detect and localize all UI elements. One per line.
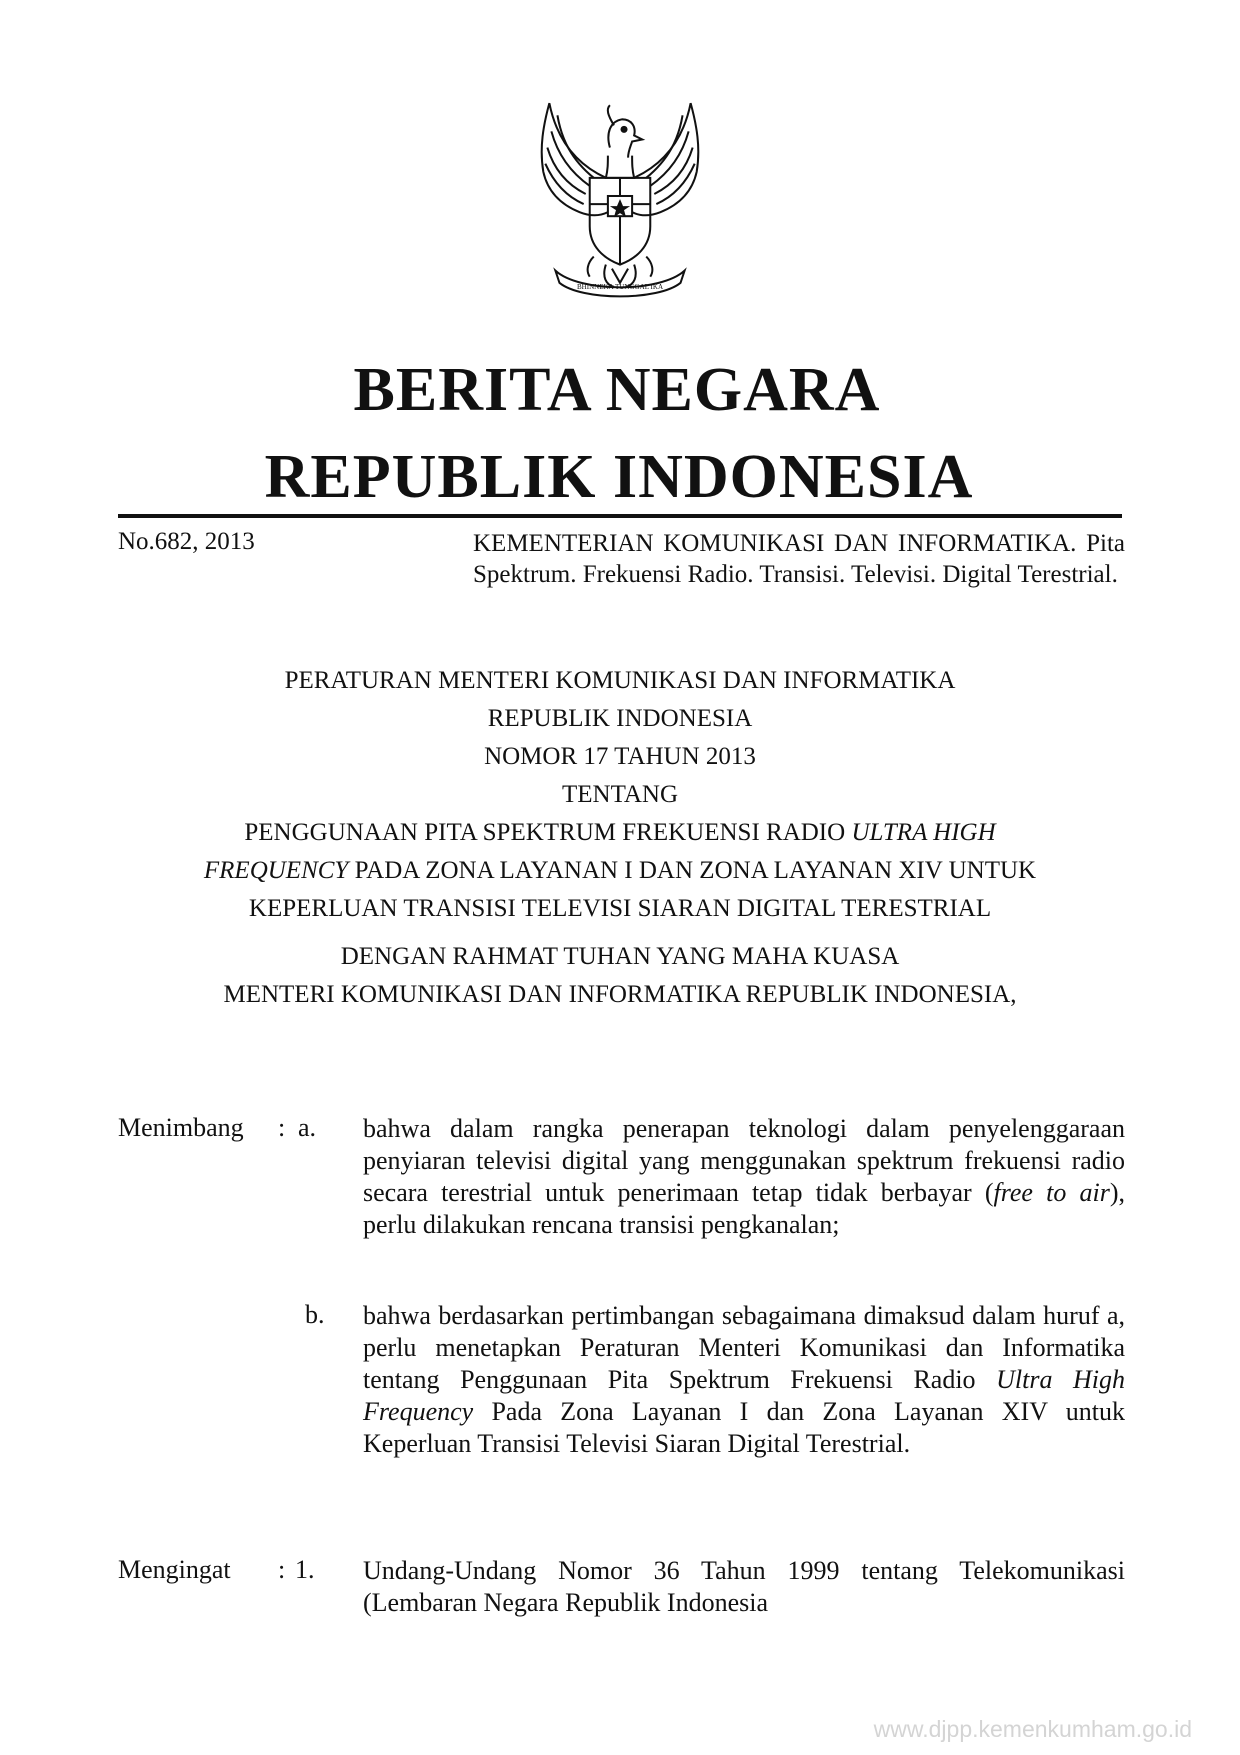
menimbang-marker-b: b. — [305, 1300, 325, 1329]
watermark: www.djpp.kemenkumham.go.id — [873, 1716, 1192, 1742]
item-text-italic: free to air — [993, 1178, 1110, 1207]
item-text: bahwa berdasarkan pertimbangan sebagaimana dimaksud dalam huruf a, perlu menetapkan Peraturan Menteri Komunikasi dan Informatika tentang Penggunaan Pita Spektrum Frekuensi Radio — [363, 1301, 1125, 1394]
regulation-line1: PERATURAN MENTERI KOMUNIKASI DAN INFORMATIKA — [284, 667, 956, 694]
item-text: Pada Zona Layanan I dan Zona Layanan XIV untuk Keperluan Transisi Televisi Siaran Digital Terestrial. — [363, 1397, 1125, 1458]
menimbang-item-b — [363, 1300, 1125, 1460]
regulation-title-line3: KEPERLUAN TRANSISI TELEVISI SIARAN DIGITAL TERESTRIAL — [248, 895, 992, 922]
item-text: ), perlu dilakukan rencana transisi pengkanalan; — [363, 1178, 1126, 1239]
mengingat-colon: : — [278, 1555, 286, 1584]
title-text: PADA ZONA LAYANAN I DAN ZONA LAYANAN XIV UNTUK — [348, 857, 1037, 884]
regulation-title-line1 — [0, 814, 1240, 852]
regulation-line4: TENTANG — [561, 781, 679, 808]
masthead-rule — [118, 514, 1122, 518]
mengingat-marker-1: 1. — [295, 1555, 315, 1584]
title-text: PENGGUNAAN PITA SPEKTRUM FREKUENSI RADIO — [244, 819, 852, 846]
regulation-menteri: MENTERI KOMUNIKASI DAN INFORMATIKA REPUBLIK INDONESIA, — [223, 981, 1017, 1008]
masthead-title-line1: BERITA NEGARA — [353, 356, 881, 424]
mengingat-item-1: Undang-Undang Nomor 36 Tahun 1999 tentang Telekomunikasi (Lembaran Negara Republik Indonesia — [363, 1556, 1125, 1617]
regulation-title-line2 — [0, 852, 1240, 890]
item-text-italic: Ultra High Frequency — [363, 1365, 1126, 1426]
regulation-line2: REPUBLIK INDONESIA — [487, 705, 753, 732]
menimbang-colon: : — [278, 1113, 286, 1142]
title-text-italic: ULTRA HIGH — [851, 819, 996, 846]
menimbang-item-a — [363, 1113, 1125, 1241]
garuda-emblem — [509, 85, 731, 307]
menimbang-label: Menimbang — [118, 1113, 244, 1142]
mengingat-label: Mengingat — [118, 1555, 231, 1584]
emblem-motto: BHINNEKA TUNGGAL IKA — [576, 282, 664, 291]
regulation-line3: NOMOR 17 TAHUN 2013 — [484, 743, 756, 770]
regulation-heading — [0, 662, 1240, 1014]
issue-number: No.682, 2013 — [118, 528, 255, 555]
masthead-title-line2: REPUBLIK INDONESIA — [264, 443, 974, 511]
menimbang-marker-a: a. — [298, 1113, 317, 1142]
regulation-rahmat: DENGAN RAHMAT TUHAN YANG MAHA KUASA — [340, 943, 900, 970]
issue-topics: KEMENTERIAN KOMUNIKASI DAN INFORMATIKA. Pita Spektrum. Frekuensi Radio. Transisi. Televisi. Digital Terestrial. — [473, 530, 1125, 588]
item-text: bahwa dalam rangka penerapan teknologi dalam penyelenggaraan penyiaran televisi digital yang menggunakan spektrum frekuensi radio secara terestrial untuk penerimaan tetap tidak berbayar ( — [363, 1114, 1125, 1207]
title-text-italic: FREQUENCY — [203, 857, 349, 884]
